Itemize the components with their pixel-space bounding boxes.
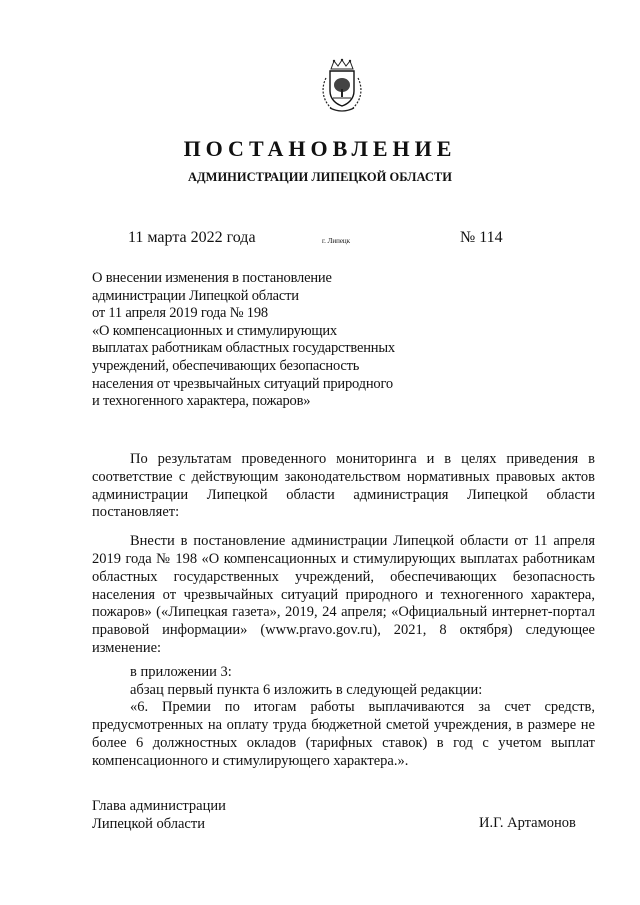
heading-line: выплатах работникам областных государственных <box>92 340 395 357</box>
body-paragraph: в приложении 3: <box>130 663 232 680</box>
heading-line: «О компенсационных и стимулирующих <box>92 322 337 339</box>
signatory-name: И.Г. Артамонов <box>479 815 576 831</box>
document-body <box>92 451 595 771</box>
document-heading <box>92 270 412 411</box>
body-paragraph: По результатам проведенного мониторинга и в целях приведения в соответствие с действующим законодательством нормативных правовых актов администрации Липецкой области администрация Липецкой области постановляет: <box>92 451 595 521</box>
body-paragraph: «6. Премии по итогам работы выплачиваются за счет средств, предусмотренных на оплату труда бюджетной сметой учреждения, в размере не более 6 должностных окладов (тарифных ставок) в год с учетом выплат компенсационного и стимулирующего характера.». <box>92 699 595 769</box>
heading-line: от 11 апреля 2019 года № 198 <box>92 305 268 322</box>
signatory-position-line: Глава администрации <box>92 798 226 814</box>
body-paragraph: Внести в постановление администрации Липецкой области от 11 апреля 2019 года № 198 «О компенсационных и стимулирующих выплатах работникам областных государственных учреждений, обеспечивающих безопасность населения от чрезвычайных ситуаций природного и техногенного характера, пожаров» («Липецкая газета», 2019, 24 апреля; «Официальный интернет-портал правовой информации» (www.pravo.gov.ru), 2021, 8 октября) следующее изменение: <box>92 533 595 656</box>
signatory-position-line: Липецкой области <box>92 816 205 832</box>
document-place: г. Липецк <box>322 237 351 245</box>
document-date: 11 марта 2022 года <box>128 229 256 246</box>
document-number: № 114 <box>460 229 503 246</box>
heading-line: и техногенного характера, пожаров» <box>92 393 311 410</box>
document-subtitle: АДМИНИСТРАЦИИ ЛИПЕЦКОЙ ОБЛАСТИ <box>188 170 452 184</box>
document-title: ПОСТАНОВЛЕНИЕ <box>183 136 457 161</box>
coat-of-arms-icon <box>318 58 366 114</box>
heading-line: учреждений, обеспечивающих безопасность <box>92 357 360 374</box>
signatory-position <box>92 797 226 833</box>
body-paragraph: абзац первый пункта 6 изложить в следующей редакции: <box>130 681 483 698</box>
heading-line: населения от чрезвычайных ситуаций природного <box>92 375 393 392</box>
heading-line: администрации Липецкой области <box>92 287 299 304</box>
heading-line: О внесении изменения в постановление <box>92 270 332 286</box>
